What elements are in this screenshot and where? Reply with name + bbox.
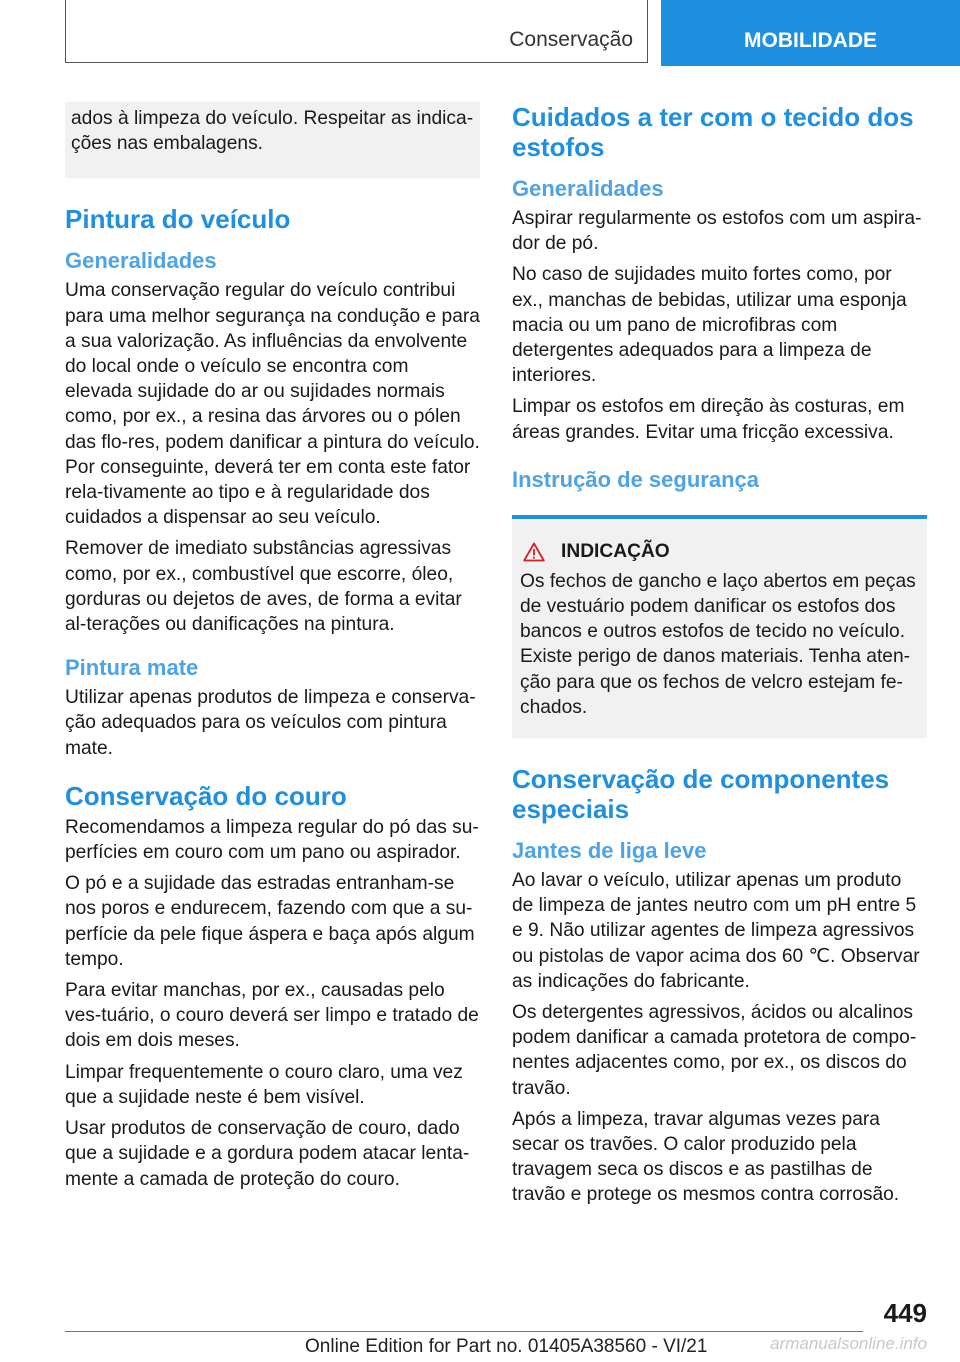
paragraph-jantes-2: Os detergentes agressivos, ácidos ou alcalinos podem danificar a camada protetora de compo-nentes adjacentes como, por ex., os discos do travão. [512, 1002, 917, 1099]
paragraph-tecido-1: Aspirar regularmente os estofos com um aspira-dor de pó. [512, 208, 922, 255]
paragraph-couro-5: Usar produtos de conservação de couro, dado que a sujidade e a gordura podem atacar lenta-mente a camada de proteção do couro. [65, 1118, 470, 1190]
paragraph-couro-4: Limpar frequentemente o couro claro, uma vez que a sujidade neste é bem visível. [65, 1061, 463, 1108]
header-chapter-tab: MOBILIDADE [661, 0, 960, 66]
heading-pintura: Pintura do veículo [65, 204, 291, 235]
paragraph-pintura-mate: Utilizar apenas produtos de limpeza e conserva-ção adequados para os veículos com pintura mate. [65, 687, 476, 759]
paragraph-jantes-1: Ao lavar o veículo, utilizar apenas um produto de limpeza de jantes neutro com um pH entre 5 e 9. Não utilizar agentes de limpeza agressivos ou pistolas de vapor acima dos 60 ℃. Observar as indicações do fabricante. [512, 870, 920, 992]
paragraph-generalidades: Uma conservação regular do veículo contribui para uma melhor segurança na condução e para a sua valorização. As influências da envolvente do local onde o veículo se encontra com elevada sujidade do ar ou sujidades normais como, por ex., a resina das árvores ou o pólen das flo-res, podem danificar a pintura do veículo. Por conseguinte, deverá ter em conta este fator rela-tivamente ao tipo e à regularidade dos cuidados a dispensar ao seu veículo. [65, 280, 480, 529]
warning-text: Os fechos de gancho e laço abertos em peças de vestuário podem danificar os estofos dos bancos e outros estofos de tecido no veículo. Existe perigo de danos materiais. Tenha aten-ção para que os fechos de velcro estejam fe-chados. [520, 570, 916, 718]
right-column [512, 102, 927, 1214]
warning-label: INDICAÇÃO [561, 540, 670, 562]
warning-box [512, 515, 927, 738]
paragraph-remover: Remover de imediato substâncias agressivas como, por ex., combustível que escorre, óleo, gorduras ou dejetos de aves, de forma a evitar al-terações ou danificações na pintura. [65, 538, 462, 636]
page-header [0, 0, 960, 66]
header-section-title: Conservação [509, 28, 633, 51]
subheading-jantes: Jantes de liga leve [512, 838, 707, 864]
continuation-box [65, 102, 480, 178]
paragraph-tecido-2: No caso de sujidades muito fortes como, por ex., manchas de bebidas, utilizar uma esponja macia ou um pano de microfibras com detergentes adequados para a limpeza de interiores. [512, 264, 907, 387]
paragraph-jantes-3: Após a limpeza, travar algumas vezes para secar os travões. O calor produzido pela travagem seca os discos e as pastilhas de travão e protege os mesmos contra corrosão. [512, 1108, 900, 1206]
footer-rule [65, 1331, 863, 1332]
paragraph-couro-3: Para evitar manchas, por ex., causadas pelo ves-tuário, o couro deverá ser limpo e tratado de dois em dois meses. [65, 980, 479, 1052]
heading-couro: Conservação do couro [65, 780, 347, 811]
paragraph-tecido-3: Limpar os estofos em direção às costuras, em áreas grandes. Evitar uma fricção excessiva. [512, 396, 905, 443]
subheading-generalidades-tecido: Generalidades [512, 176, 664, 201]
paragraph-couro-2: O pó e a sujidade das estradas entranham-se nos poros e endurecem, fazendo com que a su-perfície da pele fique áspera e baça após algum tempo. [65, 873, 475, 970]
warning-triangle-icon [523, 542, 545, 562]
heading-tecido-estofos: Cuidados a ter com o tecido dos estofos [512, 102, 914, 162]
footer-watermark: armanualsonline.info [770, 1334, 927, 1353]
continuation-text: ados à limpeza do veículo. Respeitar as indica-ções nas embalagens. [71, 108, 474, 155]
paragraph-couro-1: Recomendamos a limpeza regular do pó das su-perfícies em couro com um pano ou aspirador. [65, 816, 479, 864]
page-number: 449 [883, 1298, 927, 1328]
footer-edition: Online Edition for Part no. 01405A38560 - VI/21 [305, 1336, 708, 1357]
heading-componentes-especiais: Conservação de componentes especiais [512, 764, 890, 825]
subheading-generalidades: Generalidades [65, 248, 217, 274]
warning-header [520, 541, 919, 563]
left-column [65, 102, 480, 1198]
header-section-box [65, 0, 648, 63]
subheading-pintura-mate: Pintura mate [65, 655, 199, 681]
subheading-seguranca: Instrução de segurança [512, 466, 759, 492]
